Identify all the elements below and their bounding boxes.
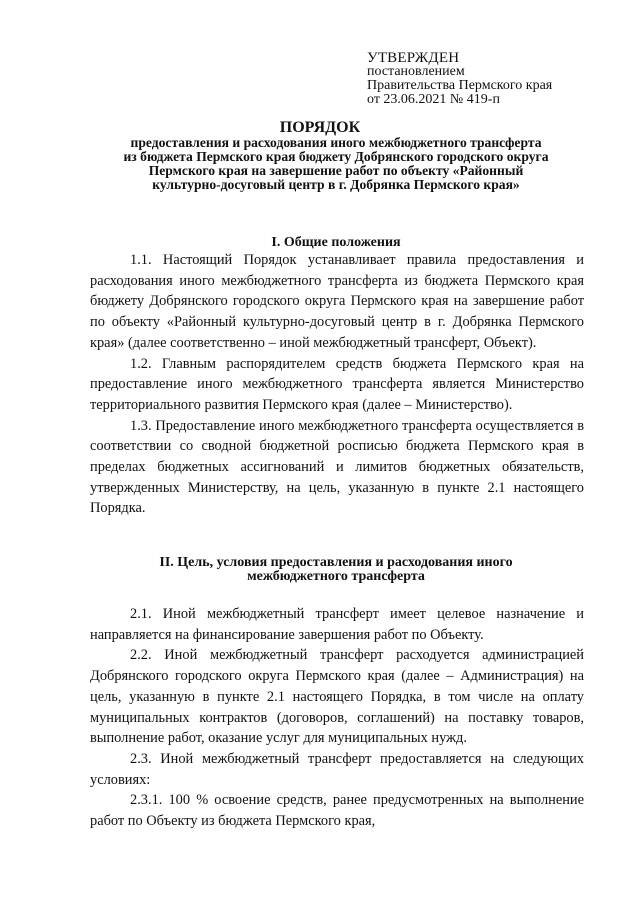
section-2-heading xyxy=(80,556,592,584)
paragraph-2-3: 2.3. Иной межбюджетный трансферт предоставляется на следующих условиях: xyxy=(90,750,584,788)
subtitle-line: из бюджета Пермского края бюджету Добрянского городского округа xyxy=(123,149,549,164)
document-subtitle xyxy=(80,136,592,192)
subtitle-line: предоставления и расходования иного межбюджетного трансферта xyxy=(130,135,542,150)
paragraph-1-2: 1.2. Главным распорядителем средств бюджета Пермского края на предоставление иного межбюджетного трансферта является Министерство территориального развития Пермского края (далее – Министерство). xyxy=(90,355,584,413)
approval-stamp xyxy=(367,51,552,107)
section-2-heading-line: II. Цель, условия предоставления и расходования иного xyxy=(159,555,513,570)
paragraph-2-3-1: 2.3.1. 100 % освоение средств, ранее предусмотренных на выполнение работ по Объекту из бюджета Пермского края, xyxy=(90,792,584,830)
section-2-heading-line: межбюджетного трансферта xyxy=(247,569,425,584)
approval-line-2: Правительства Пермского края xyxy=(367,78,553,93)
document-title: ПОРЯДОК xyxy=(279,119,361,136)
section-2-body xyxy=(90,604,584,832)
approval-line-3: от 23.06.2021 № 419-п xyxy=(367,92,500,107)
paragraph-2-1: 2.1. Иной межбюджетный трансферт имеет целевое назначение и направляется на финансирование завершения работ по Объекту. xyxy=(90,606,584,643)
section-1-heading: I. Общие положения xyxy=(271,235,401,250)
paragraph-1-1: 1.1. Настоящий Порядок устанавливает правила предоставления и расходования иного межбюджетного трансферта из бюджета Пермского края бюджету Добрянского городского округа Пермского края на завершение работ по объекту «Районный культурно-досуговый центр в г. Добрянка Пермского края» (далее соответственно – иной межбюджетный трансферт, Объект). xyxy=(90,252,584,351)
approval-line-1: постановлением xyxy=(367,64,465,79)
subtitle-line: Пермского края на завершение работ по объекту «Районный xyxy=(148,163,524,178)
subtitle-line: культурно-досуговый центр в г. Добрянка Пермского края» xyxy=(152,177,520,192)
approval-title: УТВЕРЖДЕН xyxy=(367,50,460,66)
paragraph-1-3: 1.3. Предоставление иного межбюджетного трансферта осуществляется в соответствии со сводной бюджетной росписью бюджета Пермского края в пределах бюджетных ассигнований и лимитов бюджетных обязательств, утвержденных Министерству, на цель, указанную в пункте 2.1 настоящего Порядка. xyxy=(90,417,584,517)
section-1-body xyxy=(90,250,584,519)
paragraph-2-2: 2.2. Иной межбюджетный трансферт расходуется администрацией Добрянского городского округа Пермского края (далее – Администрация) на цель, указанную в пункте 2.1 настоящего Порядка, в том числе на оплату муниципальных контрактов (договоров, соглашений) на поставку товаров, выполнение работ, оказание услуг для муниципальных нужд. xyxy=(90,647,584,747)
